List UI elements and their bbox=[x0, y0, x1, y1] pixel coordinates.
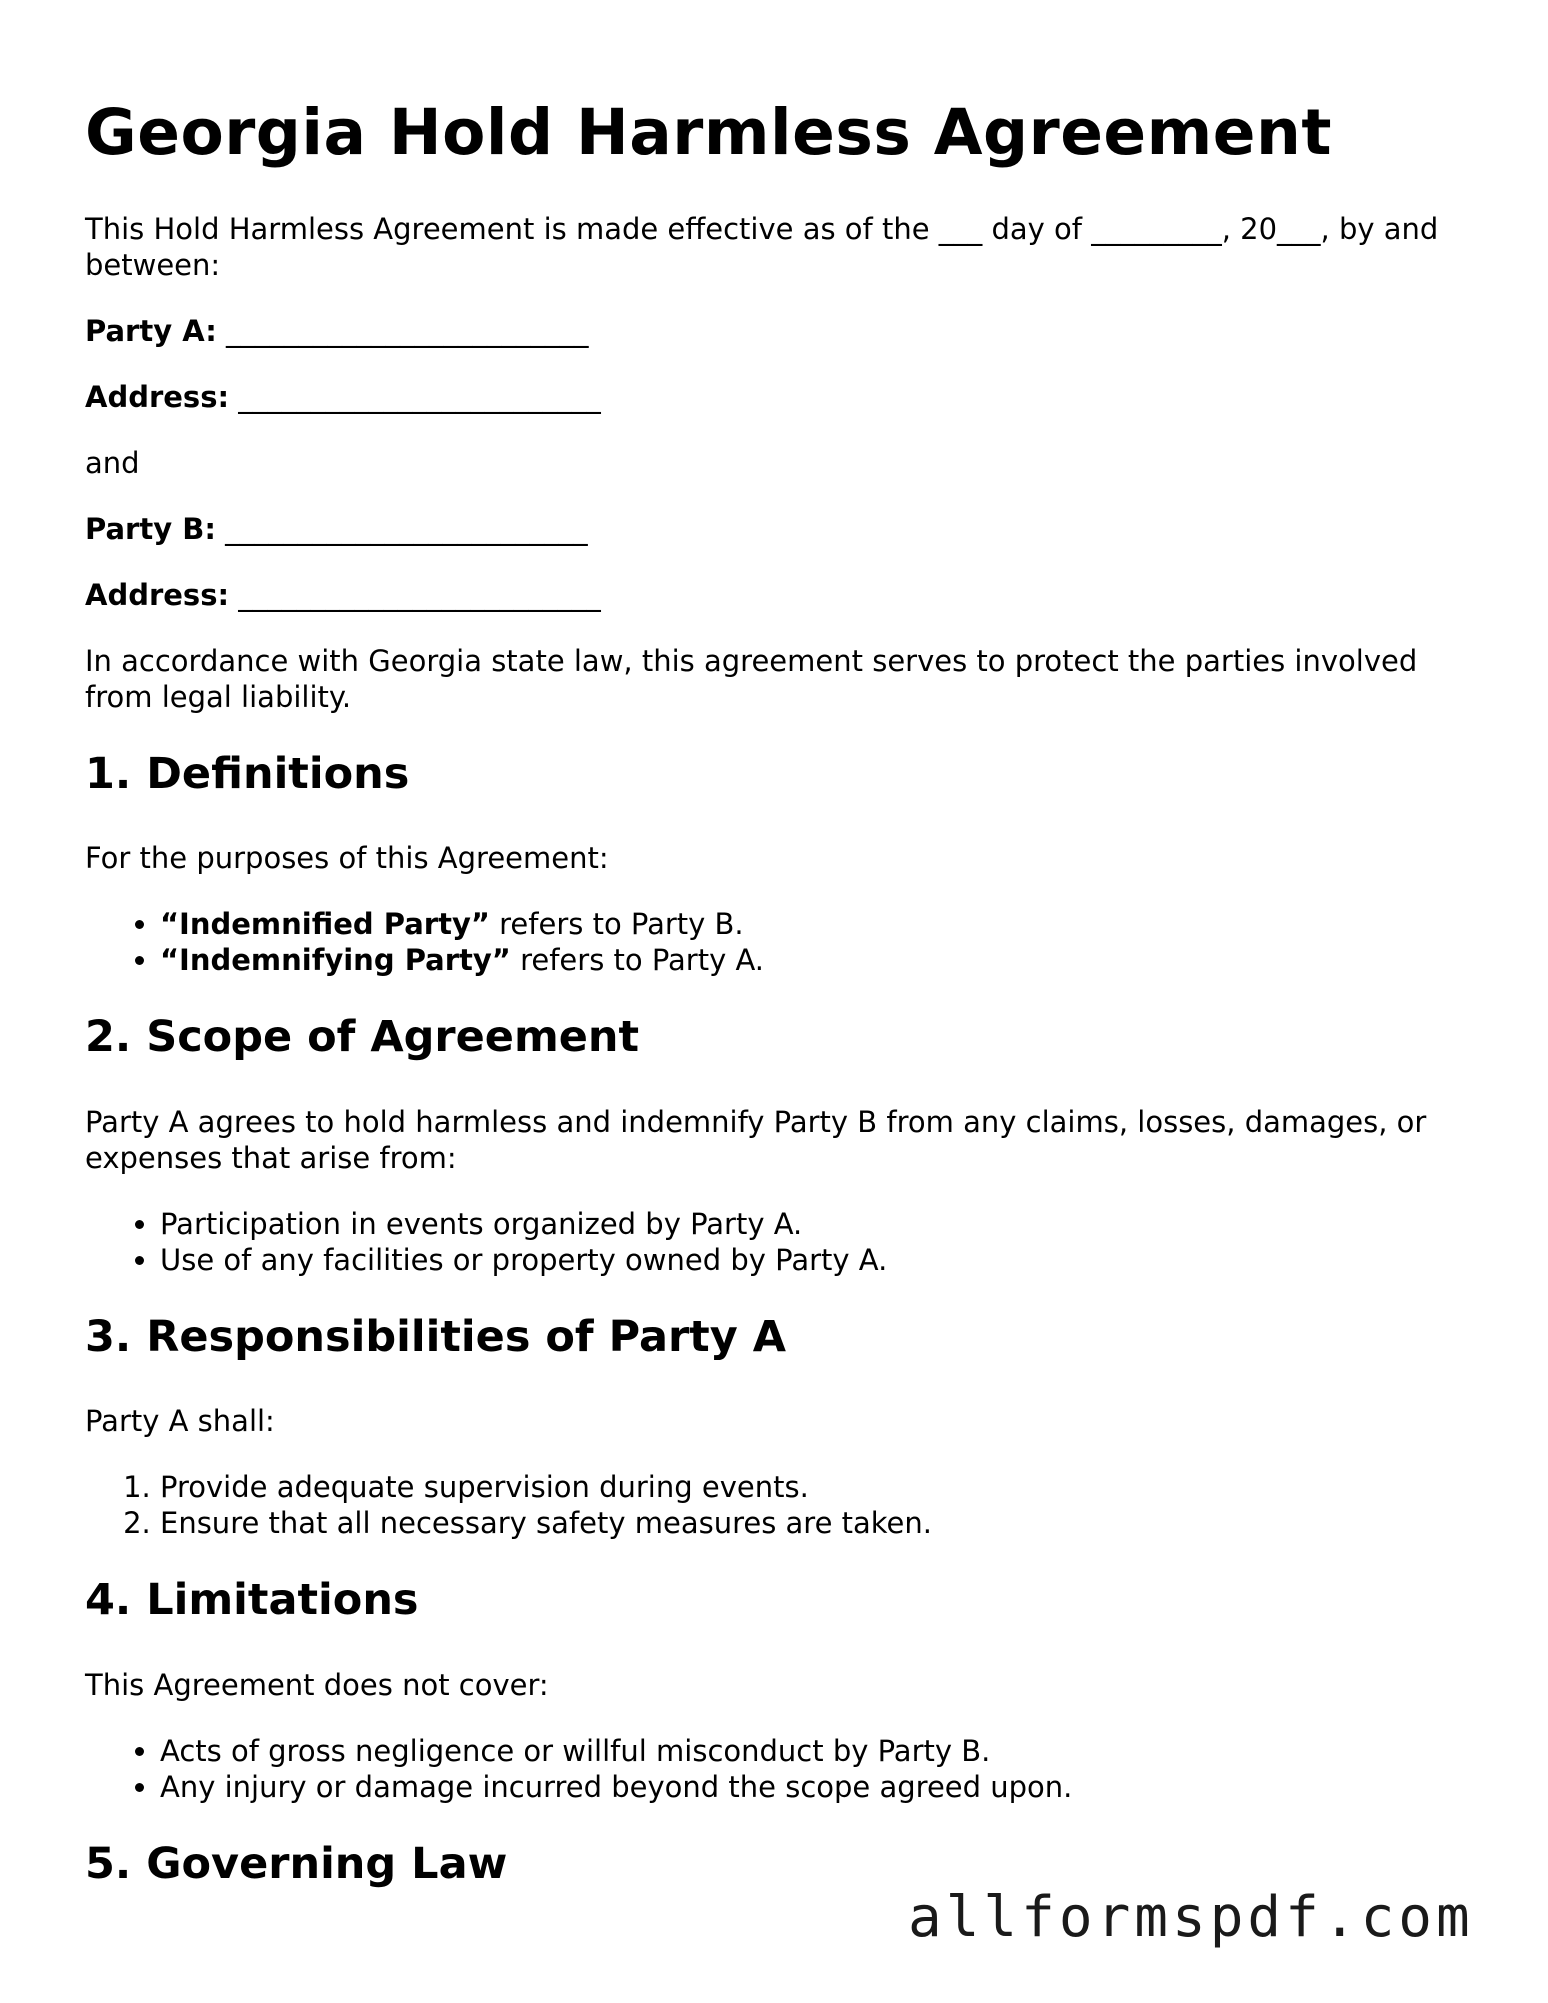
definitions-list bbox=[85, 906, 1465, 978]
section-heading-limitations: 4. Limitations bbox=[85, 1575, 419, 1626]
list-item bbox=[160, 906, 1465, 942]
party-a-address-blank: _________________________ bbox=[229, 379, 601, 414]
site-watermark: allformspdf.com bbox=[908, 1885, 1474, 1950]
section-heading-scope: 2. Scope of Agreement bbox=[85, 1012, 640, 1063]
party-a-address-label: Address: bbox=[85, 379, 230, 414]
list-item: 2. Ensure that all necessary safety measures are taken. bbox=[160, 1505, 1465, 1541]
section-heading-responsibilities: 3. Responsibilities of Party A bbox=[85, 1311, 787, 1362]
limitations-list bbox=[85, 1733, 1465, 1805]
party-b-address-blank: _________________________ bbox=[229, 577, 601, 612]
limitations-lead: This Agreement does not cover: bbox=[85, 1667, 549, 1702]
list-item: 1. Provide adequate supervision during events. bbox=[160, 1469, 1465, 1505]
definition-text: refers to Party A. bbox=[510, 943, 765, 978]
purpose-paragraph: In accordance with Georgia state law, this agreement serves to protect the parties involved from legal liability. bbox=[85, 643, 1418, 714]
party-b-address-label: Address: bbox=[85, 577, 230, 612]
scope-lead: Party A agrees to hold harmless and indemnify Party B from any claims, losses, damages, or expenses that arise from: bbox=[85, 1104, 1427, 1175]
party-b-label: Party B: bbox=[85, 511, 216, 546]
section-heading-definitions: 1. Definitions bbox=[85, 748, 410, 799]
party-a-label: Party A: bbox=[85, 313, 217, 348]
list-item: • Acts of gross negligence or willful misconduct by Party B. bbox=[160, 1733, 1465, 1769]
intro-paragraph: This Hold Harmless Agreement is made effective as of the ___ day of _________, 20___, by and between: bbox=[85, 211, 1439, 282]
list-item: • Use of any facilities or property owned by Party A. bbox=[160, 1242, 1465, 1278]
document-title: Georgia Hold Harmless Agreement bbox=[85, 96, 1332, 169]
definition-term: “Indemnified Party” bbox=[160, 907, 490, 942]
party-a-address-line bbox=[85, 379, 1465, 415]
list-item: • Any injury or damage incurred beyond the scope agreed upon. bbox=[160, 1769, 1465, 1805]
list-item bbox=[160, 942, 1465, 978]
responsibilities-lead: Party A shall: bbox=[85, 1404, 275, 1439]
party-a-line bbox=[85, 313, 1465, 349]
document-page bbox=[85, 95, 1465, 1931]
party-b-line bbox=[85, 511, 1465, 547]
definitions-lead: For the purposes of this Agreement: bbox=[85, 841, 609, 876]
party-b-address-line bbox=[85, 577, 1465, 613]
responsibilities-list bbox=[85, 1469, 1465, 1541]
party-b-blank: _________________________ bbox=[215, 511, 588, 546]
list-item: • Participation in events organized by Party A. bbox=[160, 1206, 1465, 1242]
and-text: and bbox=[85, 445, 140, 480]
scope-list bbox=[85, 1206, 1465, 1278]
definition-text: refers to Party B. bbox=[489, 907, 744, 942]
section-heading-governing-law: 5. Governing Law bbox=[85, 1838, 508, 1889]
definition-term: “Indemnifying Party” bbox=[160, 943, 511, 978]
party-a-blank: _________________________ bbox=[216, 313, 589, 348]
